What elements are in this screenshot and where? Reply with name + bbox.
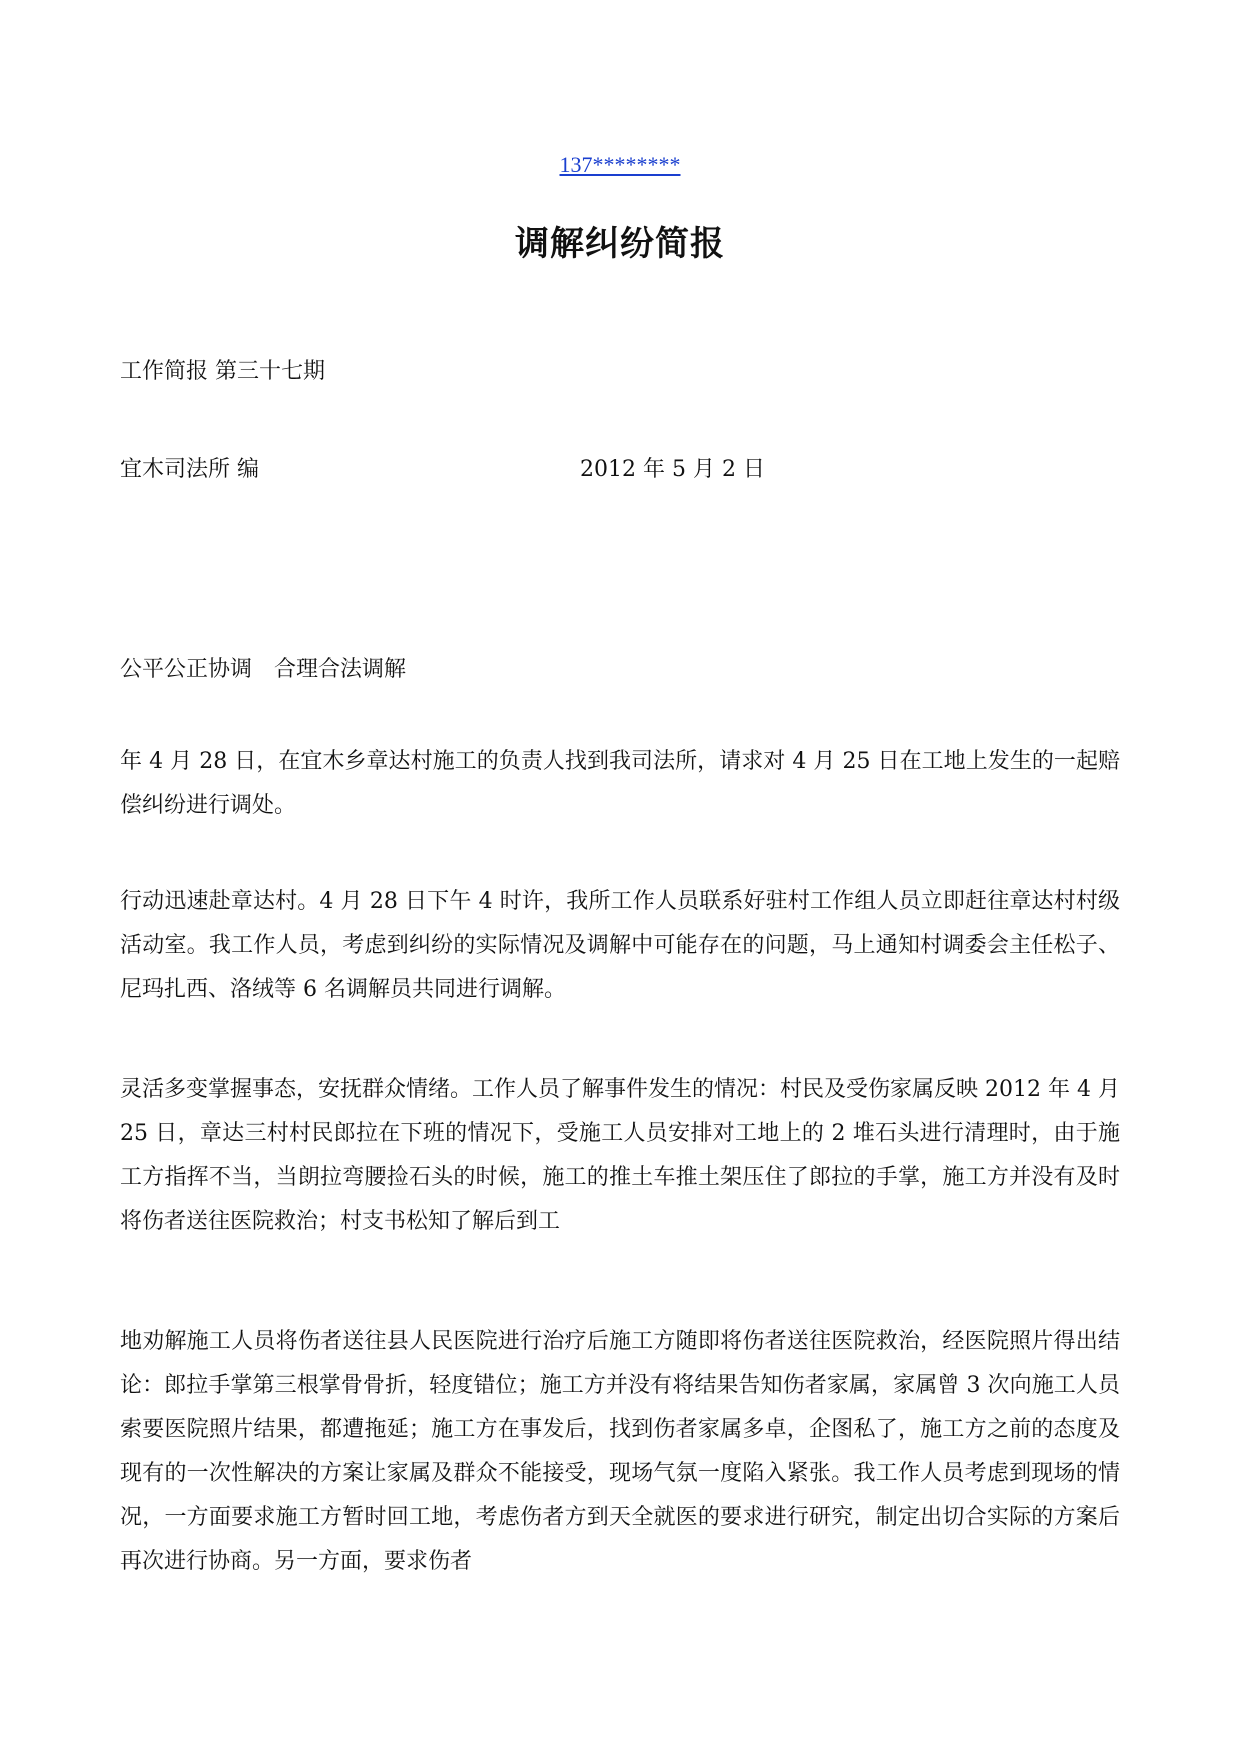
document-title: 调解纠纷简报 xyxy=(515,224,725,264)
editor-line: 宜木司法所 编 xyxy=(120,457,259,482)
header-link-container xyxy=(0,150,1240,180)
body-paragraph: 灵活多变掌握事态，安抚群众情绪。工作人员了解事件发生的情况：村民及受伤家属反映 2012 年 4 月 25 日，章达三村村民郎拉在下班的情况下，受施工人员安排对工地上的 2 堆石头进行清理时，由于施工方指挥不当，当朗拉弯腰捡石头的时候，施工的推土车推土架压住了郎拉的手掌，施工方并没有及时将伤者送往医院救治；村支书松知了解后到工 xyxy=(120,1077,1120,1234)
date-line: 2012 年 5 月 2 日 xyxy=(580,457,765,482)
section-heading: 公平公正协调 合理合法调解 xyxy=(120,657,407,682)
header-phone-link[interactable]: 137******** xyxy=(559,152,681,177)
issue-line: 工作简报 第三十七期 xyxy=(120,359,325,384)
body-paragraph: 行动迅速赴章达村。4 月 28 日下午 4 时许，我所工作人员联系好驻村工作组人员立即赶往章达村村级活动室。我工作人员，考虑到纠纷的实际情况及调解中可能存在的问题，马上通知村调委会主任松子、尼玛扎西、洛绒等 6 名调解员共同进行调解。 xyxy=(120,889,1120,1002)
body-paragraph: 年 4 月 28 日，在宜木乡章达村施工的负责人找到我司法所，请求对 4 月 25 日在工地上发生的一起赔偿纠纷进行调处。 xyxy=(120,749,1120,818)
body-paragraph: 地劝解施工人员将伤者送往县人民医院进行治疗后施工方随即将伤者送往医院救治，经医院照片得出结论：郎拉手掌第三根掌骨骨折，轻度错位；施工方并没有将结果告知伤者家属，家属曾 3 次向施工人员索要医院照片结果，都遭拖延；施工方在事发后，找到伤者家属多卓，企图私了，施工方之前的态度及现有的一次性解决的方案让家属及群众不能接受，现场气氛一度陷入紧张。我工作人员考虑到现场的情况，一方面要求施工方暂时回工地，考虑伤者方到天全就医的要求进行研究，制定出切合实际的方案后再次进行协商。另一方面，要求伤者 xyxy=(120,1329,1120,1574)
